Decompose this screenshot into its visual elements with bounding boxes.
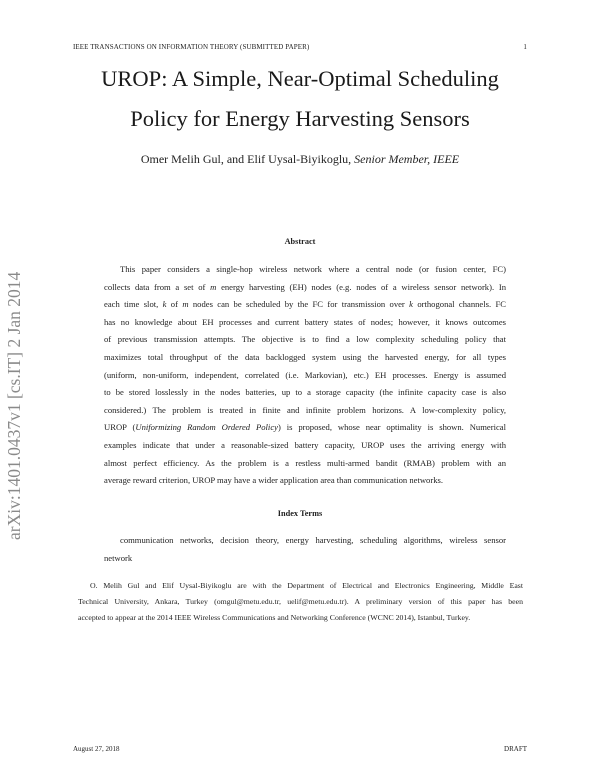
index-terms-heading: Index Terms [277,509,323,518]
abstract-line [104,351,506,363]
footnote-line-text: O. Melih Gul and Elif Uysal-Biyikoglu are with the Department of Electrical and Electronics Engineering, Middle East [90,581,523,590]
footnote-line-text: accepted to appear at the 2014 IEEE Wireless Communications and Networking Conference (WCNC 2014), Istanbul, Turkey. [78,613,471,622]
author-membership: Senior Member, IEEE [354,152,460,166]
running-title: IEEE TRANSACTIONS ON INFORMATION THEORY (SUBMITTED PAPER) [73,43,310,51]
abstract-line-text: m [210,281,217,292]
abstract-line [104,439,506,451]
abstract-line-text: This paper considers a single-hop wireless network where a central node (or fusion center, FC) [120,264,506,274]
abstract-line [104,386,506,398]
abstract-line-text: of [166,299,183,310]
abstract-line-text: (uniform, non-uniform, independent, correlated (i.e. Markovian), etc.) EH processes. Energy is assumed [104,369,506,380]
arxiv-stamp: arXiv:1401.0437v1 [cs.IT] 2 Jan 2014 [4,271,24,540]
paper-title-line-2: Policy for Energy Harvesting Sensors [130,106,470,131]
abstract-line [104,474,506,486]
abstract-line [120,263,506,275]
abstract-heading: Abstract [284,237,316,246]
abstract-line-text: Uniformizing Random Ordered Policy [135,422,278,433]
footnote-line [78,612,523,624]
abstract-line-text: UROP ( [104,422,136,433]
abstract-line-text: energy harvesting (EH) nodes (e.g. nodes of a wireless sensor network). In [216,281,506,292]
paper-title-line-1: UROP: A Simple, Near-Optimal Scheduling [101,66,499,91]
abstract-line-text: average reward criterion, UROP may have a wider application area than communication networks. [104,475,444,486]
index-terms-line [120,534,506,546]
abstract-line [104,404,506,416]
abstract-line-text: of previous transmission attempts. The objective is to find a low complexity scheduling policy that [104,334,506,345]
abstract-line-text: almost perfect efficiency. As the problem is a restless multi-armed bandit (RMAB) problem with an [104,457,506,468]
index-terms-line-text: network [104,552,133,563]
footnote-line-text: Technical University, Ankara, Turkey (omgul@metu.edu.tr, uelif@metu.edu.tr). A preliminary version of this paper has been [78,597,523,606]
running-header [73,43,527,51]
abstract-line [104,457,506,469]
abstract-line-text: k [162,299,167,310]
page-number: 1 [523,43,527,51]
abstract-line [104,281,506,293]
abstract-line-text: has no knowledge about EH processes and current battery states of nodes; however, it knows outcomes [104,316,506,327]
index-terms-line-text: communication networks, decision theory, energy harvesting, scheduling algorithms, wireless sensor [120,535,506,545]
footnote-line [78,596,523,608]
abstract-line-text: considered.) The problem is treated in finite and infinite problem horizons. A low-complexity policy, [104,404,506,415]
abstract-line-text: maximizes total throughput of the data backlogged system using the harvested energy, for all types [104,352,506,362]
abstract-line-text: each time slot, [104,299,163,310]
footnote-line [90,580,523,592]
abstract-line-text: m [182,299,189,310]
abstract-line-text: ) is proposed, whose near optimality is shown. Numerical [277,422,506,433]
abstract-line-text: collects data from a set of [104,281,211,292]
abstract-line [104,316,506,328]
abstract-line-text: to be stored losslessly in the nodes batteries, up to a storage capacity (the infinite capacity case is also [104,387,506,398]
abstract-line-text: k [409,299,413,310]
author-names: Omer Melih Gul, and Elif Uysal-Biyikoglu, [140,152,355,166]
footer-date: August 27, 2018 [73,745,120,753]
abstract-line-text: orthogonal channels. FC [412,299,506,310]
footer-draft: DRAFT [504,745,527,753]
index-terms-line [104,552,506,564]
authors [0,152,600,167]
abstract-line [104,369,506,381]
abstract-line [104,421,506,433]
abstract-line-text: nodes can be scheduled by the FC for transmission over [188,299,410,310]
abstract-line [104,333,506,345]
abstract-line [104,298,506,310]
abstract-line-text: examples indicate that under a reasonable-sized battery capacity, UROP uses the arriving energy with [104,440,506,450]
